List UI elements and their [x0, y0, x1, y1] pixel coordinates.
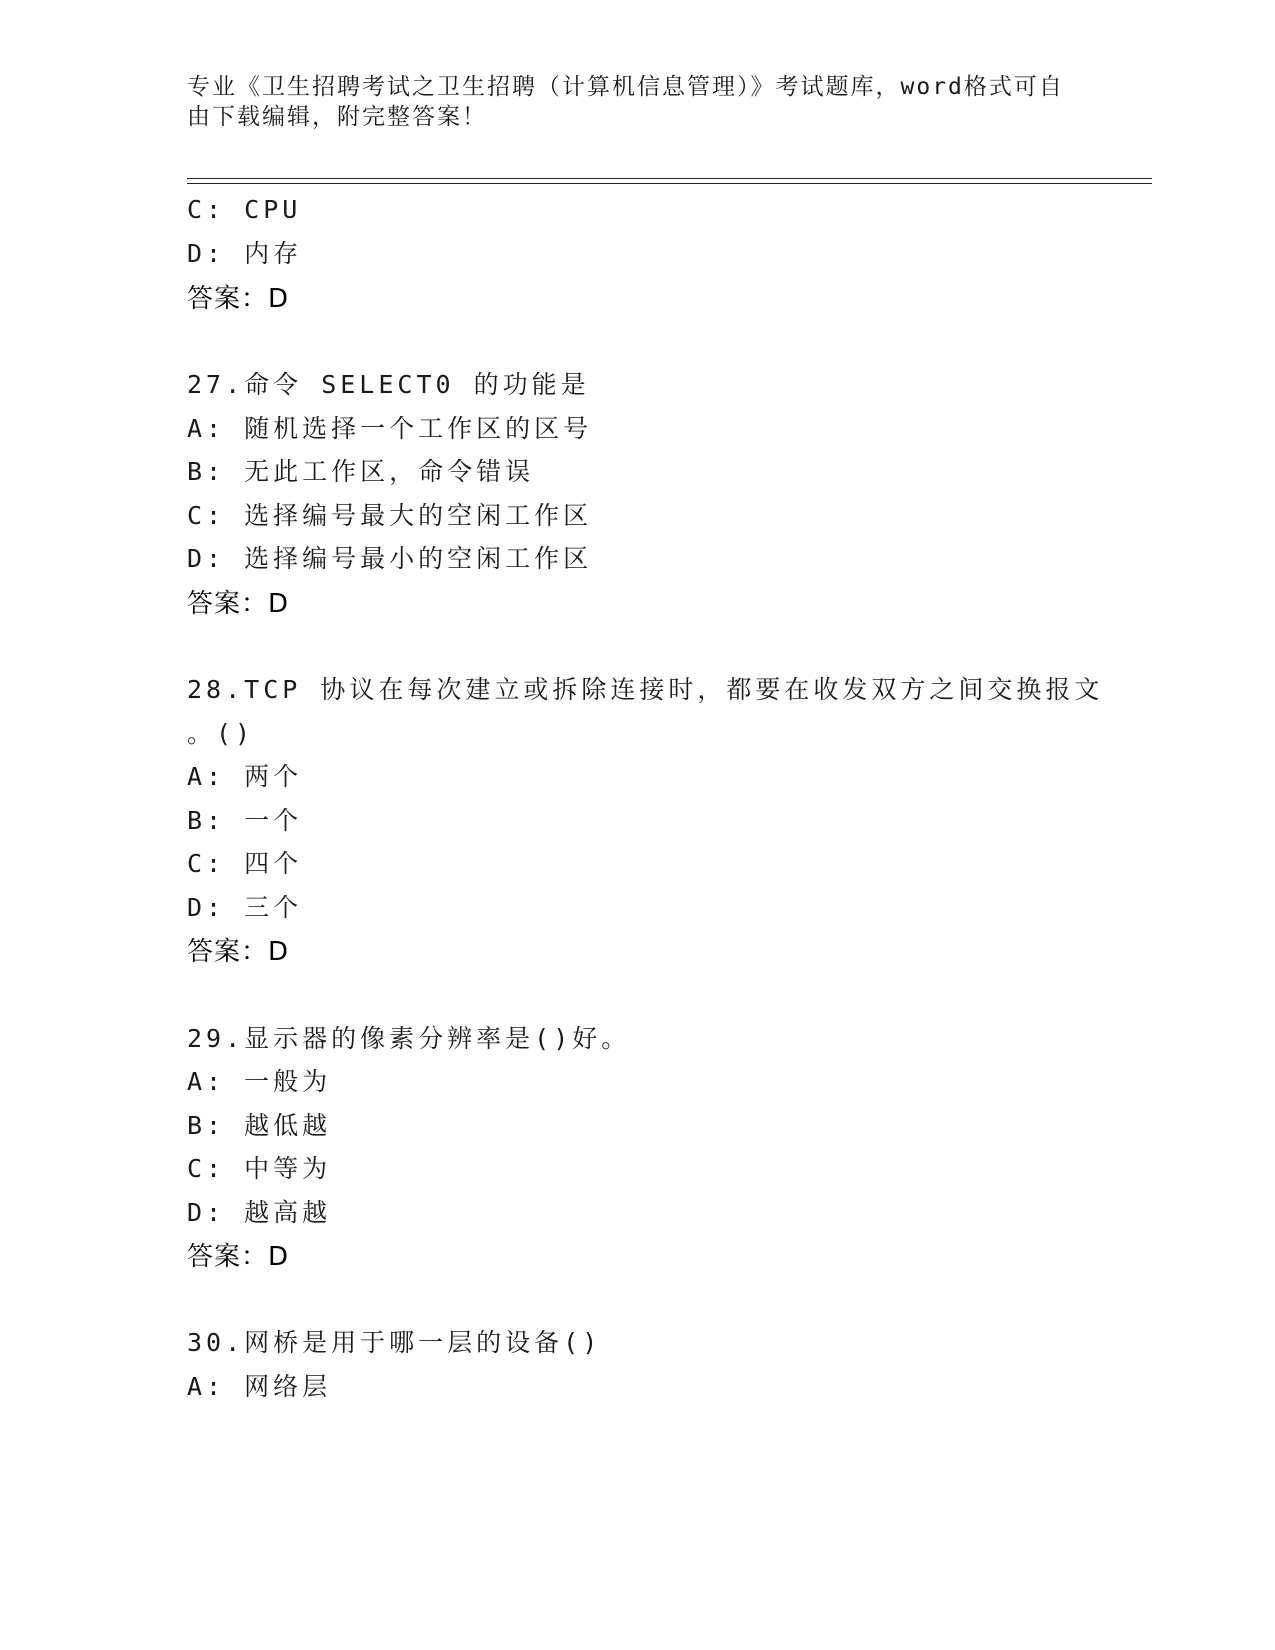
q29-answer: 答案：D: [187, 1242, 290, 1272]
q28-option-a: A: 两个: [187, 762, 303, 791]
header-divider-bottom: [187, 183, 1152, 184]
q27-option-b: B: 无此工作区，命令错误: [187, 457, 535, 486]
q27-option-d: D: 选择编号最小的空闲工作区: [187, 544, 593, 573]
q28-question-line1: 28.TCP 协议在每次建立或拆除连接时，都要在收发双方之间交换报文: [187, 675, 1104, 704]
header-divider-top: [187, 178, 1152, 179]
q28-option-c: C: 四个: [187, 849, 303, 878]
q28-question-line2: 。(): [187, 719, 255, 748]
q28-option-b: B: 一个: [187, 806, 303, 835]
q27-answer: 答案：D: [187, 589, 290, 619]
q30-question: 30.网桥是用于哪一层的设备(): [187, 1328, 602, 1357]
q26-option-d: D: 内存: [187, 239, 303, 268]
q28-option-d: D: 三个: [187, 893, 303, 922]
q29-option-a: A: 一般为: [187, 1067, 332, 1096]
q27-option-a: A: 随机选择一个工作区的区号: [187, 414, 593, 443]
q29-option-d: D: 越高越: [187, 1198, 332, 1227]
q28-answer: 答案：D: [187, 937, 290, 967]
q27-question: 27.命令 SELECT0 的功能是: [187, 370, 590, 399]
q30-option-a: A: 网络层: [187, 1372, 332, 1401]
document-header: 专业《卫生招聘考试之卫生招聘（计算机信息管理）》考试题库，word格式可自由下载编辑，附完整答案！: [187, 74, 1064, 130]
q29-option-b: B: 越低越: [187, 1111, 332, 1140]
q29-option-c: C: 中等为: [187, 1154, 332, 1183]
q27-option-c: C: 选择编号最大的空闲工作区: [187, 501, 593, 530]
q26-option-c: C: CPU: [187, 195, 302, 224]
q26-answer: 答案：D: [187, 284, 290, 314]
q29-question: 29.显示器的像素分辨率是()好。: [187, 1024, 631, 1053]
